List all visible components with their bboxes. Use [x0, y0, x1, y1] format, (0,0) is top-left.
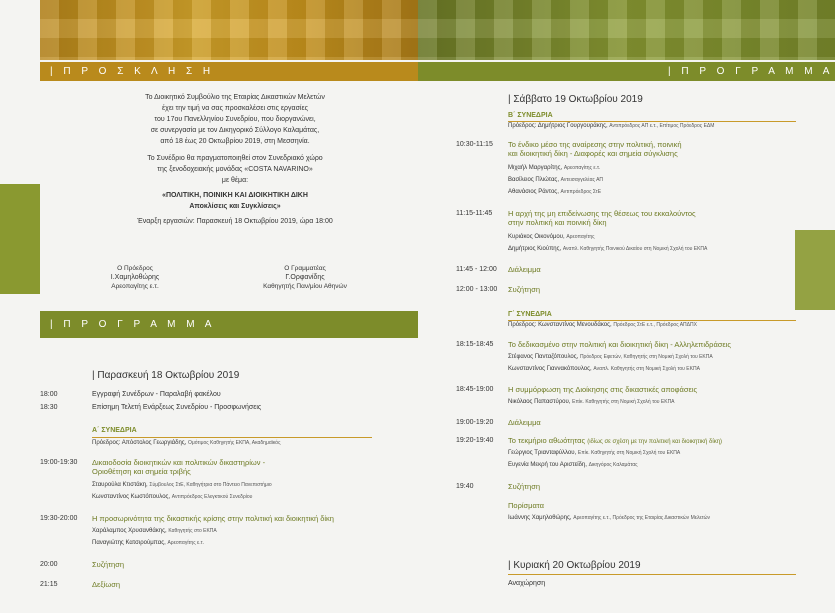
invitation-line: του 17ου Πανελληνίου Συνεδρίου, που διοργανώνει, — [154, 116, 316, 123]
invitation-line: από 18 έως 20 Οκτωβρίου 2019, στη Μεσσηνία. — [160, 138, 310, 145]
speaker: Μιχαήλ Μαργαρίτης, Αρεοπαγίτης ε.τ. — [508, 165, 601, 171]
saturday-heading: | Σάββατο 19 Οκτωβρίου 2019 — [508, 94, 643, 105]
session-a-chair: Πρόεδρος: Απόστολος Γεωργιάδης, Ομότιμος Καθηγητής ΕΚΠΑ, Ακαδημαϊκός — [92, 440, 281, 446]
invitation-line: έχει την τιμή να σας προσκαλέσει στις εργασίες — [162, 105, 308, 112]
side-decoration-left — [0, 184, 40, 294]
invitation-band-label: | Π Ρ Ο Σ Κ Λ Η Σ Η — [50, 66, 215, 77]
talk-title: Το ένδικο μέσο της αναίρεσης στην πολιτική, ποινική και διοικητική δίκη - Διαφορές και σημεία σύγκλισης — [508, 140, 682, 158]
invitation-theme-sub: Αποκλίσεις και Συγκλίσεις» — [189, 203, 281, 210]
invitation-text — [70, 92, 400, 227]
invitation-line: Το Συνέδριο θα πραγματοποιηθεί στον Συνεδριακό χώρο — [147, 155, 323, 162]
friday-item: Εγγραφή Συνέδρων - Παραλαβή φακέλου — [92, 391, 221, 398]
discussion-time: 12:00 - 13:00 — [456, 286, 498, 293]
session-a-rule — [92, 437, 372, 438]
talk-title: Το δεδικασμένο στην πολιτική και διοικητική δίκη - Αλληλεπιδράσεις — [508, 340, 732, 349]
invitation-line: σε συνεργασία με τον Δικηγορικό Σύλλογο Καλαμάτας, — [150, 127, 320, 134]
session-c-label: Γ΄ ΣΥΝΕΔΡΙΑ — [508, 311, 552, 318]
talk-time: 19:30-20:00 — [40, 515, 78, 522]
speaker: Χαράλαμπος Χρυσανθάκης, Καθηγητής στο ΕΚΠΑ — [92, 528, 217, 534]
break-time: 11:45 - 12:00 — [456, 266, 497, 273]
speaker: Ευγενία Μεκρή του Αριστείδη, Δικηγόρος Καλαμάτας — [508, 462, 638, 468]
session-c-rule — [508, 320, 796, 321]
secretary-signature — [240, 264, 370, 291]
president-role: Αρεοπαγίτης ε.τ. — [111, 283, 159, 290]
speaker: Αθανάσιος Ράντος, Αντιπρόεδρος ΣτΕ — [508, 189, 602, 195]
session-b-rule — [508, 121, 796, 122]
speaker: Κωνσταντίνος Γιαννακόπουλος, Αναπλ. Καθηγητής στη Νομική Σχολή του ΕΚΠΑ — [508, 366, 700, 372]
discussion-time: 19:40 — [456, 483, 474, 490]
talk-title: Το τεκμήριο αθωότητας (ιδίως σε σχέση με την πολιτική και διοικητική δίκη) — [508, 436, 723, 445]
reception-label: Δεξίωση — [92, 580, 121, 589]
talk-title: Η συμμόρφωση της Διοίκησης στις δικαστικές αποφάσεις — [508, 385, 698, 394]
talk-time: 19:00-19:30 — [40, 459, 78, 466]
secretary-name: Γ.Ορφανίδης — [285, 274, 325, 281]
sunday-rule — [508, 574, 796, 575]
speaker: Γεώργιος Τριανταφύλλου, Επίκ. Καθηγητής στη Νομική Σχολή του ΕΚΠΑ — [508, 450, 681, 456]
break-label: Διάλειμμα — [508, 418, 541, 427]
header-mosaic-left — [40, 0, 418, 60]
speaker: Κωνσταντίνος Κωστόπουλος, Αντιπρόεδρος Ελεγκτικού Συνεδρίου — [92, 494, 253, 500]
discussion-label: Συζήτηση — [508, 285, 541, 294]
secretary-title: Ο Γραμματέας — [284, 265, 326, 272]
friday-time: 18:00 — [40, 391, 58, 398]
program-band-left-label: | Π Ρ Ο Γ Ρ Α Μ Μ Α — [50, 319, 216, 330]
session-b-label: Β΄ ΣΥΝΕΔΡΙΑ — [508, 112, 553, 119]
president-title: Ο Πρόεδρος — [117, 265, 153, 272]
secretary-role: Καθηγητής Παν/μίου Αθηνών — [263, 283, 347, 290]
talk-time: 10:30-11:15 — [456, 141, 493, 148]
program-band-right-label: | Π Ρ Ο Γ Ρ Α Μ Μ Α — [668, 66, 834, 77]
talk-time: 18:45-19:00 — [456, 386, 494, 393]
invitation-start: Έναρξη εργασιών: Παρασκευή 18 Οκτωβρίου 2019, ώρα 18:00 — [137, 218, 333, 225]
invitation-line: με θέμα: — [221, 177, 249, 184]
discussion-label: Συζήτηση — [92, 560, 125, 569]
speaker: Στέφανος Πανταζόπουλος, Πρόεδρος Εφετών, Καθηγητής στη Νομική Σχολή του ΕΚΠΑ — [508, 354, 713, 360]
session-a-label: Α΄ ΣΥΝΕΔΡΙΑ — [92, 427, 137, 434]
sunday-heading: | Κυριακή 20 Οκτωβρίου 2019 — [508, 560, 641, 571]
speaker: Δημήτριος Κιούπης, Αναπλ. Καθηγητής Ποινικού Δικαίου στη Νομική Σχολή του ΕΚΠΑ — [508, 246, 708, 252]
talk-time: 11:15-11:45 — [456, 210, 493, 217]
session-c-chair: Πρόεδρος: Κωνσταντίνος Μενουδάκος, Πρόεδρος ΣτΕ ε.τ., Πρόεδρος ΑΠΔΠΧ — [508, 322, 697, 328]
speaker: Σταυρούλα Κτιστάκη, Σύμβουλος ΣτΕ, Καθηγήτρια στο Πάντειο Πανεπιστήμιο — [92, 482, 272, 488]
talk-title: Η προσωρινότητα της δικαστικής κρίσης στην πολιτική και διοικητική δίκη — [92, 514, 334, 523]
speaker: Παναγιώτης Κατσιρούμπας, Αρεοπαγίτης ε.τ. — [92, 540, 204, 546]
program-band-left — [40, 311, 418, 338]
talk-time: 18:15-18:45 — [456, 341, 494, 348]
speaker: Ιωάννης Χαμηλοθώρης, Αρεοπαγίτης ε.τ., Πρόεδρος της Εταιρίας Δικαστικών Μελετών — [508, 515, 710, 521]
friday-time: 18:30 — [40, 404, 58, 411]
friday-heading: | Παρασκευή 18 Οκτωβρίου 2019 — [92, 370, 240, 381]
header-mosaic-right — [418, 0, 835, 60]
conclusions-label: Πορίσματα — [508, 501, 544, 510]
invitation-line: Το Διοικητικό Συμβούλιο της Εταιρίας Δικαστικών Μελετών — [145, 94, 325, 101]
speaker: Βασίλειος Πλιώτας, Αντεισαγγελέας ΑΠ — [508, 177, 604, 183]
talk-title: Δικαιοδοσία διοικητικών και πολιτικών δικαστηρίων - Οριοθέτηση και σημεία τριβής — [92, 458, 266, 476]
departure-label: Αναχώρηση — [508, 580, 546, 587]
break-time: 19:00-19:20 — [456, 419, 494, 426]
session-b-chair: Πρόεδρος: Δημήτριος Γουργουράκης, Αντιπρόεδρος ΑΠ ε.τ., Επίτιμος Πρόεδρος ΕΔΜ — [508, 123, 715, 129]
talk-time: 19:20-19:40 — [456, 437, 494, 444]
program-band-right — [418, 62, 835, 81]
reception-time: 21:15 — [40, 581, 58, 588]
speaker: Νικόλαος Παπαστύρου, Επίκ. Καθηγητής στη Νομική Σχολή του ΕΚΠΑ — [508, 399, 675, 405]
invitation-theme: «ΠΟΛΙΤΙΚΗ, ΠΟΙΝΙΚΗ ΚΑΙ ΔΙΟΙΚΗΤΙΚΗ ΔΙΚΗ — [162, 192, 308, 199]
discussion-label: Συζήτηση — [508, 482, 541, 491]
talk-title: Η αρχή της μη επιδείνωσης της θέσεως του εκκαλούντος στην πολιτική και ποινική δίκη — [508, 209, 696, 227]
president-signature — [95, 264, 175, 291]
friday-item: Επίσημη Τελετή Ενάρξεως Συνεδρίου - Προσφωνήσεις — [92, 404, 262, 411]
speaker: Κυριάκος Οικονόμου, Αρεοπαγίτης — [508, 234, 595, 240]
side-decoration-right — [795, 230, 835, 310]
president-name: Ι.Χαμηλοθώρης — [110, 274, 160, 281]
invitation-line: της ξενοδοχειακής μονάδας «COSTA NAVARINO» — [157, 166, 313, 173]
break-label: Διάλειμμα — [508, 265, 541, 274]
invitation-band — [40, 62, 418, 81]
discussion-time: 20:00 — [40, 561, 58, 568]
